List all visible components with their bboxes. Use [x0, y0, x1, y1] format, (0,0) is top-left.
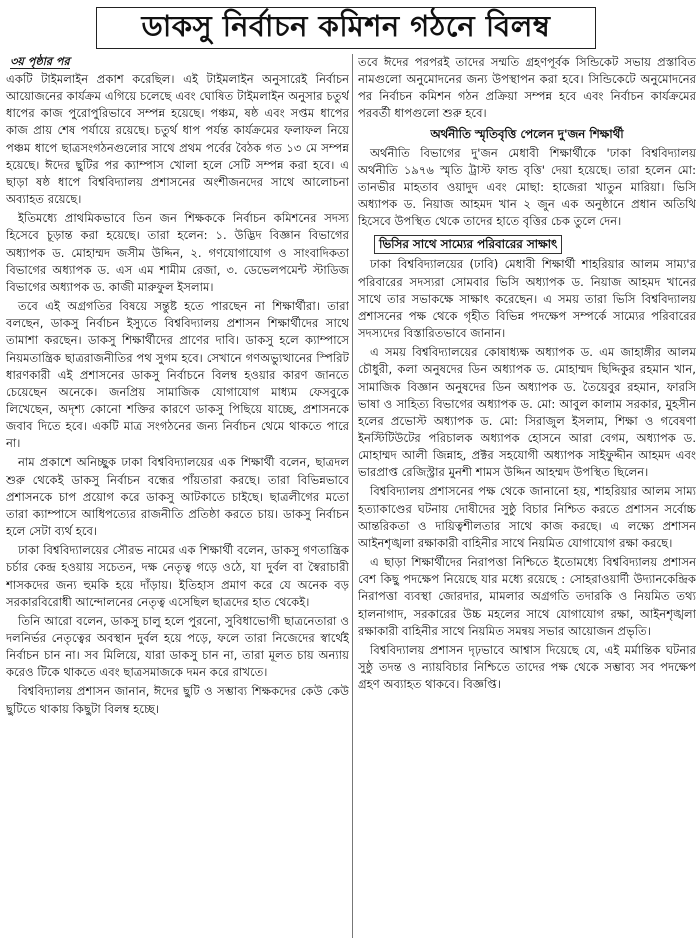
headline: ডাকসু নির্বাচন কমিশন গঠনে বিলম্ব [141, 8, 551, 43]
article-paragraph: তবে এই অগ্রগতির বিষয়ে সন্তুষ্ট হতে পারছেন না শিক্ষার্থীরা। তারা বলছেন, ডাকসু নির্বাচন ইস্যুতে বিশ্ববিদ্যালয় প্রশাসন শিক্ষার্থীদের সাথে তামাশা করছেন। ডাকসু শিক্ষার্থীদের প্রাণের দাবি। ডাকসু হলে ক্যাম্পাসে নিয়মতান্ত্রিক ছাত্ররাজনীতির পথ সুগম হবে। সেখানে গণঅভ্যুত্থানের স্পিরিট ধারণকারী এই প্রশাসনের ডাকসু নির্বাচনে বিলম্ব হওয়ার কারণ জানতে চেয়েছেন অনেকে। জনপ্রিয় সামাজিক যোগাযোগ মাধ্যম ফেসবুকে লিখেছেন, অদৃশ্য কোনো শক্তির কারণে ডাকসু পিছিয়ে যাচ্ছে, প্রশাসনকে জবাব দিতে হবে। একটি মাত্র সংগঠনের জন্য নির্বাচন থেমে থাকতে পারে না। [6, 299, 349, 451]
continued-label: ৩য় পৃষ্ঠার পর [10, 55, 70, 68]
section-heading-vc-meeting: ভিসির সাথে সাম্যের পরিবারের সাক্ষাৎ [374, 235, 562, 254]
right-column [358, 54, 696, 940]
article-paragraph: একটি টাইমলাইন প্রকাশ করেছিল। এই টাইমলাইন অনুসারেই নির্বাচন আয়োজনের কার্যক্রম এগিয়ে চলেছে এবং ঘোষিত টাইমলাইন অনুসার চতুর্থ ধাপের কাজ পুরোপুরিভাবে সম্পন্ন হয়েছে। পঞ্চম, ষষ্ঠ এবং সপ্তম ধাপের কাজ প্রায় শেষ পর্যায়ে রয়েছে। চতুর্থ ধাপ পর্যন্ত কার্যক্রমের ফলাফল নিয়ে পঞ্চম ধাপে ছাত্রসংগঠনগুলোর সাথে প্রথম পর্বের বৈঠক গত ১৩ মে সম্পন্ন হয়েছে। ঈদের ছুটির পর ক্যাম্পাস খোলা হলে সেটি সম্পন্ন করা হবে। এ ছাড়া ষষ্ঠ ধাপে বিশ্ববিদ্যালয় প্রশাসনের অংশীজনদের সাথে আলোচনা অব্যাহত রয়েছে। [6, 72, 349, 207]
article-paragraph: এ ছাড়া শিক্ষার্থীদের নিরাপত্তা নিশ্চিতে ইতোমধ্যে বিশ্ববিদ্যালয় প্রশাসন বেশ কিছু পদক্ষেপ নিয়েছে যার মধ্যে রয়েছে : সোহরাওয়ার্দী উদ্যানকেন্দ্রিক নিরাপত্তা ব্যবস্থা জোরদার, মামলার অগ্রগতি তদারকি ও নিয়মিত তথ্য হালনাগাদ, সরকারের উচ্চ মহলের সাথে যোগাযোগ রক্ষা, আইনশৃঙ্খলা রক্ষাকারী বাহিনীর সাথে নিয়মিত সমন্বয় সভার আয়োজন প্রভৃতি। [358, 555, 696, 638]
article-paragraph: অর্থনীতি বিভাগের দু'জন মেধাবী শিক্ষার্থীকে 'ঢাকা বিশ্ববিদ্যালয় অর্থনীতি ১৯৭৬ স্মৃতি ট্রাস্ট ফান্ড বৃত্তি' দেয়া হয়েছে। তারা হলেন মো: তানভীর মাহতাব ওয়াদুদ এবং মোছা: হাজেরা খাতুন মারিয়া। ভিসি অধ্যাপক ড. নিয়াজ আহমদ খান ২ জুন এক অনুষ্ঠানে প্রধান অতিথি হিসেবে উপস্থিত থেকে তাদের হাতে বৃত্তির চেক তুলে দেন। [358, 145, 696, 229]
article-paragraph: ইতিমধ্যে প্রাথমিকভাবে তিন জন শিক্ষককে নির্বাচন কমিশনের সদস্য হিসেবে চূড়ান্ত করা হয়েছে। তারা হলেন: ১. উদ্ভিদ বিজ্ঞান বিভাগের অধ্যাপক ড. মোহাম্মদ জসীম উদ্দিন, ২. গণযোগাযোগ ও সাংবাদিকতা বিভাগের অধ্যাপক ড. এস এম শামীম রেজা, ৩. ডেভেলপমেন্ট স্টাডিজ বিভাগের অধ্যাপক ড. কাজী মারুফুল ইসলাম। [6, 211, 349, 294]
article-paragraph: বিশ্ববিদ্যালয় প্রশাসন জানান, ঈদের ছুটি ও সম্ভাব্য শিক্ষকদের কেউ কেউ ছুটিতে থাকায় কিছুটা বিলম্ব হচ্ছে। [6, 684, 349, 716]
article-paragraph: তবে ঈদের পরপরই তাদের সম্মতি গ্রহণপূর্বক সিন্ডিকেট সভায় প্রস্তাবিত নামগুলো অনুমোদনের জন্য উপস্থাপন করা হবে। সিন্ডিকেটে অনুমোদনের পর নির্বাচন কমিশন গঠন প্রক্রিয়া সম্পন্ন হবে এবং নির্বাচন কার্যক্রমের পরবর্তী ধাপগুলো শুরু হবে। [358, 55, 696, 121]
headline-box [96, 7, 596, 49]
article-paragraph: ঢাকা বিশ্ববিদ্যালয়ের সৌরভ নামের এক শিক্ষার্থী বলেন, ডাকসু গণতান্ত্রিক চর্চার কেন্দ্র হওয়ায় সচেতন, দক্ষ নেতৃত্ব গড়ে ওঠে, যা দুর্বল বা স্বৈরাচারী শাসকদের জন্য হুমকি হয়ে দাঁড়ায়। ইতিহাস প্রমাণ করে যে অনেক বড় সরকারবিরোধী আন্দোলনের নেতৃত্ব এসেছিল ছাত্রদের হাত থেকেই। [6, 543, 349, 609]
article-paragraph: ঢাকা বিশ্ববিদ্যালয়ের (ঢাবি) মেধাবী শিক্ষার্থী শাহরিয়ার আলম সাম্য'র পরিবারের সদস্যরা সোমবার ভিসি অধ্যাপক ড. নিয়াজ আহমদ খানের সাথে তার সভাকক্ষে সাক্ষাৎ করেছেন। এ সময় তারা ভিসি বিশ্ববিদ্যালয় প্রশাসনের পক্ষ থেকে গৃহীত বিভিন্ন পদক্ষেপ সম্পর্কে সাম্যের পরিবারের সদস্যদের বিস্তারিতভাবে জানান। [358, 257, 696, 341]
article-paragraph: বিশ্ববিদ্যালয় প্রশাসনের পক্ষ থেকে জানানো হয়, শাহরিয়ার আলম সাম্য হত্যাকাণ্ডের ঘটনায় দোষীদের সুষ্ঠু বিচার নিশ্চিত করতে প্রশাসন সর্বোচ্চ আন্তরিকতা ও দায়িত্বশীলতার সাথে কাজ করছে। এ লক্ষ্যে প্রশাসন আইনশৃঙ্খলা রক্ষাকারী বাহিনীর সাথে নিয়মিত যোগাযোগ রক্ষা করছে। [358, 484, 696, 550]
left-column [6, 54, 349, 940]
article-paragraph: বিশ্ববিদ্যালয় প্রশাসন দৃঢ়ভাবে আশ্বাস দিয়েছে যে, এই মর্মান্তিক ঘটনার সুষ্ঠু তদন্ত ও ন্যায়বিচার নিশ্চিতে তাদের পক্ষ থেকে সম্ভাব্য সব পদক্ষেপ গ্রহণ অব্যাহত থাকবে। বিজ্ঞপ্তি। [358, 642, 696, 692]
article-paragraph: নাম প্রকাশে অনিচ্ছুক ঢাকা বিশ্ববিদ্যালয়ের এক শিক্ষার্থী বলেন, ছাত্রদল শুরু থেকেই ডাকসু নির্বাচন বন্ধের পাঁয়তারা করছে। তারা বিভিন্নভাবে প্রশাসনকে চাপ প্রয়োগ করে ডাকসু আটকাতে চাইছে। ছাত্রলীগের মতো তারা ক্যাম্পাসে আধিপত্যের রাজনীতি প্রতিষ্ঠা করতে চায়। ডাকসু নির্বাচন হলে সেটা ব্যর্থ হবে। [6, 455, 349, 539]
section-heading-scholarship: অর্থনীতি স্মৃতিবৃত্তি পেলেন দু'জন শিক্ষার্থী [430, 126, 624, 141]
article-paragraph: এ সময় বিশ্ববিদ্যালয়ের কোষাধ্যক্ষ অধ্যাপক ড. এম জাহাঙ্গীর আলম চৌধুরী, কলা অনুষদের ডিন অধ্যাপক ড. মোহাম্মদ ছিদ্দিকুর রহমান খান, সামাজিক বিজ্ঞান অনুষদের ডিন অধ্যাপক ড. তৈয়েবুর রহমান, ফারসি ভাষা ও সাহিত্য বিভাগের অধ্যাপক ড. মো: আবুল কালাম সরকার, মুহসীন হলের প্রভোস্ট অধ্যাপক ড. মো: সিরাজুল ইসলাম, শিক্ষা ও গবেষণা ইনস্টিটিউটের পরিচালক অধ্যাপক হোসনে আরা বেগম, অধ্যাপক ড. মোহাম্মদ আলী জিন্নাহ, প্রক্টর সহযোগী অধ্যাপক সাইফুদ্দীন আহমদ এবং ভারপ্রাপ্ত রেজিস্ট্রার মুনশী শামস উদ্দিন আহম্মদ উপস্থিত ছিলেন। [358, 345, 696, 480]
column-divider [352, 54, 353, 938]
article-paragraph: তিনি আরো বলেন, ডাকসু চালু হলে পুরনো, সুবিধাভোগী ছাত্রনেতারা ও দলনির্ভর নেতৃত্বের অবস্থান দুর্বল হয়ে পড়ে, ফলে তারা নিজেদের স্বার্থেই নির্বাচন চান না। সব মিলিয়ে, যারা ডাকসু চান না, তারা মূলত চায় অন্যায় করেও টিকে থাকতে এবং ছাত্রসমাজকে দমন করে রাখতে। [6, 613, 349, 680]
